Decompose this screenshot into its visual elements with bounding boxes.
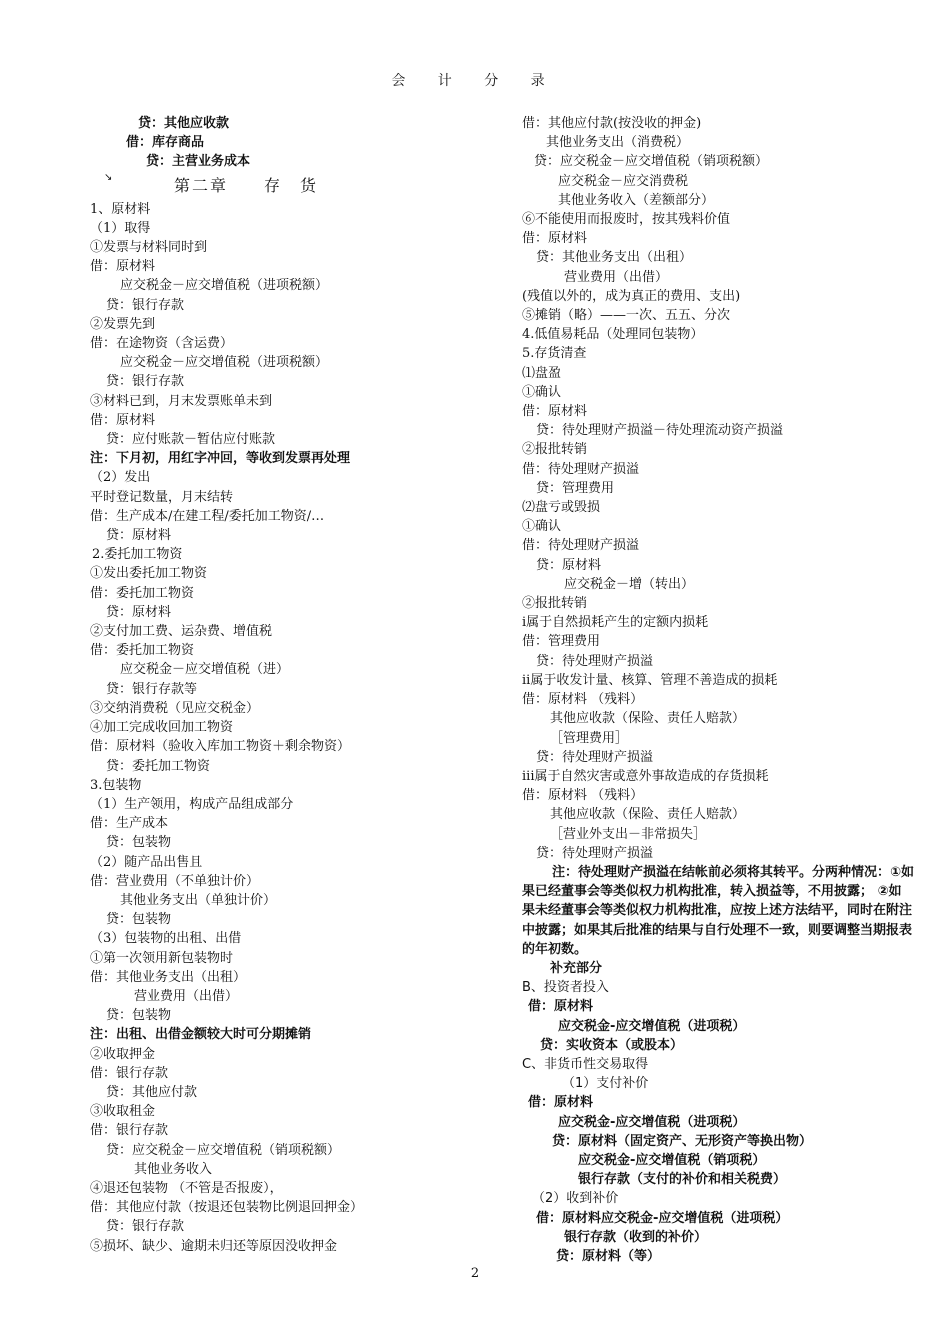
page-number: 2 bbox=[470, 1266, 480, 1281]
right-column-line: ⑤摊销（略）——一次、五五、分次 bbox=[522, 308, 731, 324]
right-column-line: 4.低值易耗品（处理同包装物） bbox=[522, 327, 704, 343]
left-column-line: ③材料已到，月末发票账单未到 bbox=[90, 393, 273, 409]
right-column-line: ⑥不能使用而报废时，按其残料价值 bbox=[522, 212, 731, 228]
left-column-line: 借：银行存款 bbox=[90, 1123, 169, 1139]
right-column-line: 贷：待处理财产损溢 bbox=[536, 653, 654, 669]
left-column-line: 贷：包装物 bbox=[106, 1008, 172, 1024]
right-column-line: 应交税金－应交消费税 bbox=[558, 173, 689, 189]
left-column-line: 其他业务支出（单独计价） bbox=[120, 892, 277, 908]
left-column-line: ②支付加工费、运杂费、增值税 bbox=[90, 624, 273, 640]
right-column-line: 贷：管理费用 bbox=[536, 480, 615, 496]
right-column-line: 银行存款（收到的补价） bbox=[564, 1229, 708, 1245]
right-column-line: ②报批转销 bbox=[522, 596, 588, 612]
left-column-line: 借：库存商品 bbox=[126, 135, 205, 151]
left-column-line: ④加工完成收回加工物资 bbox=[90, 720, 234, 736]
right-column-line: 注：待处理财产损溢在结帐前必须将其转平。分两种情况：①如果已经董事会等类似权力机构批准，转入损益等，不用披露； ②如果未经董事会等类似权力机构批准，应按上述方法结平，同时在附注中披露；如果其后批准的结果与自行处理不一致，则要调整当期报表的年初数。 bbox=[522, 864, 915, 957]
right-column-line: 借：原材料 bbox=[522, 231, 588, 247]
right-column-line: ①确认 bbox=[522, 519, 562, 535]
left-column-line: 1、原材料 bbox=[90, 201, 151, 217]
right-column-line: 营业费用（出借） bbox=[564, 269, 669, 285]
left-column-line: ③收取租金 bbox=[90, 1104, 156, 1120]
right-column-line: 借：原材料 bbox=[522, 404, 588, 420]
right-column-line: 借：管理费用 bbox=[522, 634, 601, 650]
right-column-line: ii属于收发计量、核算、管理不善造成的损耗 bbox=[522, 672, 778, 688]
right-column-line: 借：原材料 bbox=[528, 1095, 594, 1111]
left-column-line: 注：出租、出借金额较大时可分期摊销 bbox=[90, 1027, 312, 1043]
left-column-line: 应交税金－应交增值税（进） bbox=[120, 662, 290, 678]
left-column-line: 2.委托加工物资 bbox=[92, 547, 183, 563]
left-column-line: 贷：应交税金－应交增值税（销项税额） bbox=[106, 1142, 341, 1158]
right-column-line: ①确认 bbox=[522, 384, 562, 400]
right-column-line: 借：待处理财产损溢 bbox=[522, 461, 640, 477]
left-column-line: 应交税金－应交增值税（进项税额） bbox=[120, 278, 329, 294]
right-column-line: 5.存货清查 bbox=[522, 346, 587, 362]
right-column-line: （1）支付补价 bbox=[562, 1076, 649, 1092]
left-column bbox=[90, 114, 510, 1256]
left-column-line: 第二章 存 货 bbox=[174, 175, 319, 195]
right-column-line: 贷：待处理财产损溢 bbox=[536, 749, 654, 765]
right-column-line: 其他业务收入（差额部分） bbox=[558, 192, 715, 208]
right-column-line: 应交税金-应交增值税（进项税） bbox=[558, 1018, 746, 1034]
left-column-line: ①发票与材料同时到 bbox=[90, 240, 208, 256]
left-column-line: （3）包装物的出租、出借 bbox=[90, 931, 242, 947]
left-column-line: 借：原材料 bbox=[90, 259, 156, 275]
right-column-line: iii属于自然灾害或意外事故造成的存货损耗 bbox=[522, 768, 769, 784]
left-column-line: 贷：银行存款 bbox=[106, 297, 185, 313]
left-column-line: 贷：原材料 bbox=[106, 604, 172, 620]
left-column-line: ②收取押金 bbox=[90, 1046, 156, 1062]
left-column-line: 借：营业费用（不单独计价） bbox=[90, 873, 260, 889]
left-column-line: 应交税金－应交增值税（进项税额） bbox=[120, 355, 329, 371]
left-column-line: 贷：银行存款等 bbox=[106, 681, 198, 697]
right-column-line: 贷：待处理财产损溢 bbox=[536, 845, 654, 861]
left-column-line: （1）取得 bbox=[90, 220, 151, 236]
right-column-line: (残值以外的，成为真正的费用、支出) bbox=[522, 288, 741, 304]
right-column-line: 应交税金－增（转出） bbox=[564, 576, 695, 592]
left-column-line: ③交纳消费税（见应交税金） bbox=[90, 700, 260, 716]
left-column-line: 贷：原材料 bbox=[106, 528, 172, 544]
left-column-line: ④退还包装物 （不管是否报废）， bbox=[90, 1180, 283, 1196]
right-column-line: 贷：原材料（等） bbox=[556, 1248, 661, 1264]
left-column-line: 3.包装物 bbox=[90, 777, 142, 793]
left-column-line: 贷：包装物 bbox=[106, 912, 172, 928]
left-column-line: 借：委托加工物资 bbox=[90, 643, 195, 659]
left-column-line: 借：委托加工物资 bbox=[90, 585, 195, 601]
left-column-line: 贷：委托加工物资 bbox=[106, 758, 211, 774]
right-column-line: 借：待处理财产损溢 bbox=[522, 538, 640, 554]
left-column-line: （2）随产品出售且 bbox=[90, 854, 203, 870]
left-column-line: 借：银行存款 bbox=[90, 1065, 169, 1081]
left-column-line: ②发票先到 bbox=[90, 316, 156, 332]
left-column-line: 贷：主营业务成本 bbox=[146, 154, 251, 170]
left-column-line: （1）生产领用，构成产品组成部分 bbox=[90, 796, 294, 812]
right-column-line: 借：原材料应交税金-应交增值税（进项税） bbox=[536, 1210, 789, 1226]
right-column-line: 借：原材料 bbox=[528, 999, 594, 1015]
left-column-line: ①发出委托加工物资 bbox=[90, 566, 208, 582]
right-column-line: 其他业务支出（消费税） bbox=[546, 135, 690, 151]
left-column-line: 营业费用（出借） bbox=[134, 988, 239, 1004]
right-column-line: 借：其他应付款(按没收的押金) bbox=[522, 116, 702, 131]
left-column-line: 贷：银行存款 bbox=[106, 1219, 185, 1235]
right-column-line: 其他应收款（保险、责任人赔款） bbox=[550, 807, 746, 823]
right-column-line: ［管理费用］ bbox=[550, 730, 629, 746]
right-column bbox=[522, 114, 914, 1266]
right-column-line: i属于自然损耗产生的定额内损耗 bbox=[522, 615, 709, 631]
right-column-line: B、投资者投入 bbox=[522, 980, 609, 996]
left-column-line: （2）发出 bbox=[90, 470, 151, 486]
right-column-line: 借：原材料 （残料） bbox=[522, 788, 644, 804]
left-column-line: 贷：其他应收款 bbox=[138, 116, 230, 131]
right-column-line: ⑴盘盈 bbox=[522, 365, 562, 381]
right-column-line: 贷：待处理财产损溢－待处理流动资产损溢 bbox=[536, 423, 784, 439]
right-column-line: ［营业外支出－非常损失］ bbox=[550, 826, 707, 842]
left-column-line: ①第一次领用新包装物时 bbox=[90, 950, 234, 966]
left-column-line: 借：其他应付款（按退还包装物比例退回押金） bbox=[90, 1200, 364, 1216]
left-column-line: 注：下月初，用红字冲回，等收到发票再处理 bbox=[90, 451, 351, 467]
left-column-line: ⑤损坏、缺少、逾期未归还等原因没收押金 bbox=[90, 1238, 338, 1254]
right-column-line: 贷：实收资本（或股本） bbox=[540, 1037, 684, 1053]
right-column-line: 银行存款（支付的补价和相关税费） bbox=[578, 1172, 787, 1188]
right-column-line: 补充部分 bbox=[550, 960, 603, 976]
right-column-line: 借：原材料 （残料） bbox=[522, 692, 644, 708]
left-column-line: 借：在途物资（含运费） bbox=[90, 336, 234, 352]
page-header: 会 计 分 录 bbox=[391, 73, 559, 89]
left-column-line: 贷：其他应付款 bbox=[106, 1084, 198, 1100]
right-column-line: ②报批转销 bbox=[522, 442, 588, 458]
right-column-line: ⑵盘亏或毁损 bbox=[522, 500, 601, 516]
left-column-line: 贷：包装物 bbox=[106, 835, 172, 851]
right-column-line: 其他应收款（保险、责任人赔款） bbox=[550, 711, 746, 727]
right-column-line: 应交税金-应交增值税（进项税） bbox=[558, 1114, 746, 1130]
left-column-line: 借：生产成本/在建工程/委托加工物资/… bbox=[90, 508, 325, 524]
right-column-line: C、非货币性交易取得 bbox=[522, 1056, 649, 1072]
right-column-line: （2）收到补价 bbox=[532, 1191, 619, 1207]
stray-mark-icon: ↘ bbox=[104, 172, 113, 183]
left-column-line: 借：生产成本 bbox=[90, 816, 169, 832]
left-column-line: 其他业务收入 bbox=[134, 1161, 213, 1177]
right-column-line: 贷：其他业务支出（出租） bbox=[536, 250, 693, 266]
right-column-line: 贷：应交税金－应交增值税（销项税额） bbox=[534, 154, 769, 170]
right-column-line: 贷：原材料（固定资产、无形资产等换出物） bbox=[552, 1133, 813, 1149]
left-column-line: 借：原材料（验收入库加工物资＋剩余物资） bbox=[90, 739, 351, 755]
left-column-line: 借：原材料 bbox=[90, 412, 156, 428]
left-column-line: 平时登记数量，月末结转 bbox=[90, 489, 234, 505]
left-column-line: 贷：银行存款 bbox=[106, 374, 185, 390]
left-column-line: 借：其他业务支出（出租） bbox=[90, 969, 247, 985]
right-column-line: 应交税金-应交增值税（销项税） bbox=[578, 1152, 766, 1168]
left-column-line: 贷：应付账款－暂估应付账款 bbox=[106, 432, 276, 448]
right-column-line: 贷：原材料 bbox=[536, 557, 602, 573]
